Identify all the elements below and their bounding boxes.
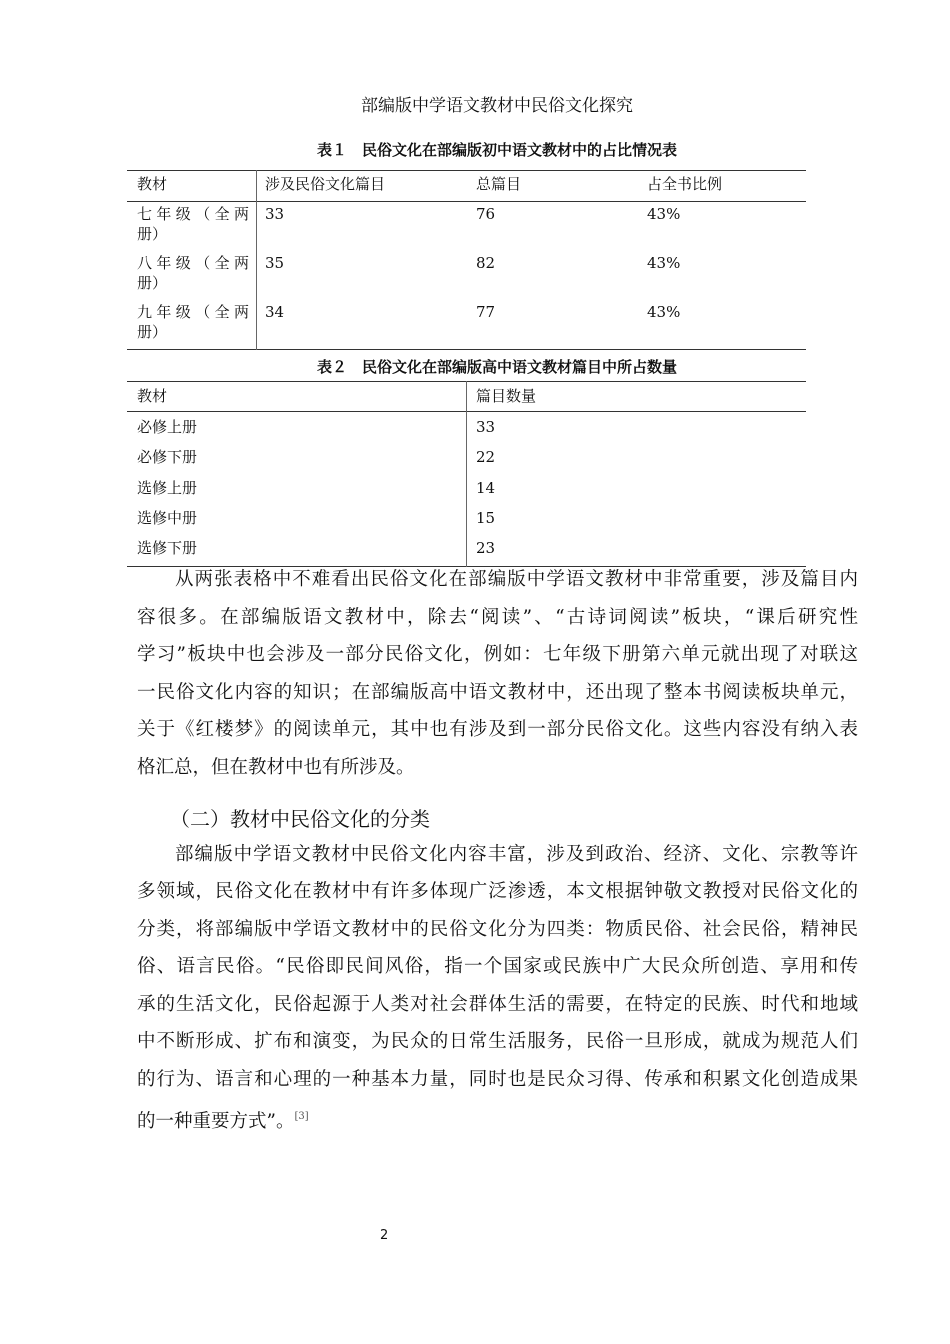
paragraph-line: 学习”板块中也会涉及一部分民俗文化，例如：七年级下册第六单元就出现了对联这 [137, 644, 858, 665]
table1-cell-count: 33 [265, 205, 285, 223]
table1-header-cell: 总篇目 [476, 175, 522, 193]
citation-reference[interactable]: [3] [294, 1111, 309, 1122]
table1-cell-total: 77 [476, 303, 496, 321]
paragraph-line: 分类，将部编版中学语文教材中的民俗文化分为四类：物质民俗、社会民俗，精神民 [137, 919, 858, 940]
paragraph-line: 部编版中学语文教材中民俗文化内容丰富，涉及到政治、经济、文化、宗教等许 [175, 844, 858, 865]
paragraph-line: 关于《红楼梦》的阅读单元，其中也有涉及到一部分民俗文化。这些内容没有纳入表 [137, 719, 858, 740]
table1-cell-ratio: 43% [647, 303, 681, 321]
paragraph-line: 容很多。在部编版语文教材中，除去“阅读”、“古诗词阅读”板块，“课后研究性 [137, 607, 858, 628]
table1-cell-grade: 册） [137, 274, 168, 292]
table2-cell-volume: 选修下册 [137, 539, 198, 557]
paragraph-line: 格汇总，但在教材中也有所涉及。 [137, 757, 415, 778]
table1-cell-total: 82 [476, 254, 496, 272]
table1-cell-ratio: 43% [647, 205, 681, 223]
table1-caption: 表１ 民俗文化在部编版初中语文教材中的占比情况表 [316, 141, 677, 159]
section-heading: （二）教材中民俗文化的分类 [170, 807, 430, 831]
table1-header-cell: 占全书比例 [647, 175, 723, 193]
table2-cell-count: 14 [476, 479, 496, 497]
paragraph-line: 一民俗文化内容的知识；在部编版高中语文教材中，还出现了整本书阅读板块单元， [137, 682, 858, 703]
table2-caption: 表２ 民俗文化在部编版高中语文教材篇目中所占数量 [316, 358, 677, 376]
table2-cell-count: 23 [476, 539, 496, 557]
table2-cell-count: 33 [476, 418, 496, 436]
table1-top-rule [127, 170, 806, 171]
page-number: 2 [380, 1228, 389, 1243]
table1-header-cell: 涉及民俗文化篇目 [265, 175, 386, 193]
table1-header-rule [127, 201, 806, 202]
page-header-title: 部编版中学语文教材中民俗文化探究 [361, 96, 633, 116]
paragraph-line: 俗、语言民俗。“民俗即民间风俗，指一个国家或民族中广大民众所创造、享用和传 [137, 956, 858, 977]
paragraph-line-text: 的一种重要方式”。 [137, 1111, 295, 1132]
table1-cell-grade: 册） [137, 225, 168, 243]
table2-header-cell: 教材 [137, 387, 168, 405]
table1-cell-ratio: 43% [647, 254, 681, 272]
table2-cell-volume: 选修中册 [137, 509, 198, 527]
table2-cell-volume: 选修上册 [137, 479, 198, 497]
table2-column-divider [466, 381, 467, 567]
table2-cell-volume: 必修下册 [137, 448, 198, 466]
paragraph-line: 多领域，民俗文化在教材中有许多体现广泛渗透，本文根据钟敬文教授对民俗文化的 [137, 881, 858, 902]
table1-cell-grade: 册） [137, 323, 168, 341]
table1-cell-grade: 八年级（全两 [137, 254, 249, 272]
table2-cell-count: 22 [476, 448, 496, 466]
paragraph-line [137, 1105, 858, 1134]
table1-cell-grade: 九年级（全两 [137, 303, 249, 321]
table1-column-divider [256, 170, 257, 350]
table1-cell-count: 35 [265, 254, 285, 272]
table1-cell-grade: 七年级（全两 [137, 205, 249, 223]
table2-cell-volume: 必修上册 [137, 418, 198, 436]
paragraph-line: 中不断形成、扩布和演变，为民众的日常生活服务，民俗一旦形成，就成为规范人们 [137, 1031, 858, 1052]
table1-cell-total: 76 [476, 205, 496, 223]
paragraph-line: 承的生活文化，民俗起源于人类对社会群体生活的需要，在特定的民族、时代和地域 [137, 994, 858, 1015]
paragraph-line: 从两张表格中不难看出民俗文化在部编版中学语文教材中非常重要，涉及篇目内 [175, 569, 858, 590]
table1-bottom-rule [127, 349, 806, 350]
table1-header-cell: 教材 [137, 175, 168, 193]
table2-cell-count: 15 [476, 509, 496, 527]
table2-header-cell: 篇目数量 [476, 387, 537, 405]
paragraph-line: 的行为、语言和心理的一种基本力量，同时也是民众习得、传承和积累文化创造成果 [137, 1069, 858, 1090]
table1-cell-count: 34 [265, 303, 285, 321]
